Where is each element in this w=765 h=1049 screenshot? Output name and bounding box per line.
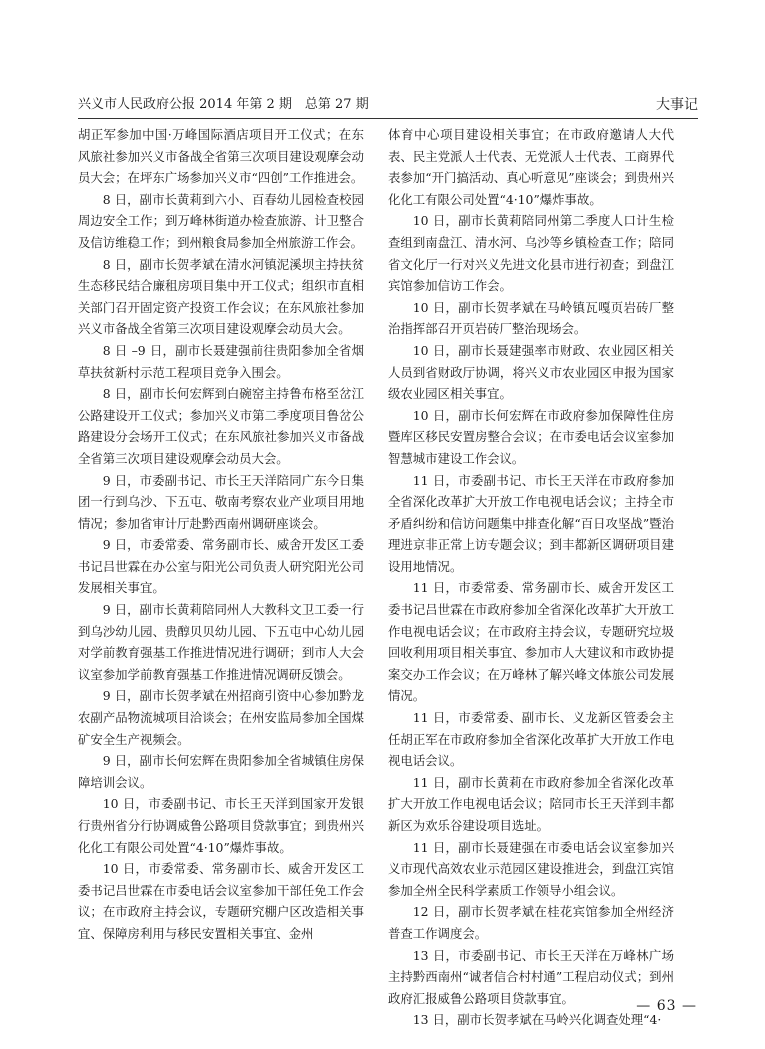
paragraph: 8 日 –9 日，副市长聂建强前往贵阳参加全省烟草扶贫新村示范工程项目竞争入围会。 [78,342,364,380]
paragraph: 11 日，市委副书记、市长王天洋在市政府参加全省深化改革扩大开放工作电视电话会议；主持全市矛盾纠纷和信访问题集中排查化解“百日攻坚战”暨治理进京非正常上访专题会议；到丰都新区调研项目建设用地情况。 [388,472,674,574]
paragraph: 13 日，副市长贺孝斌在马岭兴化调查处理“4· [412,1012,662,1028]
header-divider [78,118,698,119]
paragraph: 8 日，副市长何宏辉到白碗窑主持鲁布格至岔江公路建设开工仪式；参加兴义市第二季度项目鲁岔公路建设分会场开工仪式；在东风旅社参加兴义市备战全省第三次项目建设观摩会动员大会。 [78,386,364,466]
paragraph: 胡正军参加中国·万峰国际酒店项目开工仪式；在东风旅社参加兴义市备战全省第三次项目建设观摩会动员大会；在坪东广场参加兴义市“四创”工作推进会。 [78,127,364,186]
paragraph: 12 日，副市长贺孝斌在桂花宾馆参加全州经济普查工作调度会。 [388,904,674,941]
paragraph: 11 日，市委常委、常务副市长、威舍开发区工委书记吕世霖在市政府参加全省深化改革扩大开放工作电视电话会议；在市政府主持会议，专题研究垃圾回收利用项目相关事宜、参加市人大建议和市政协提案交办工作会议；在万峰林了解兴峰文体旅公司发展情况。 [388,580,674,704]
paragraph: 10 日，副市长何宏辉在市政府参加保障性住房暨库区移民安置房整合会议；在市委电话会议室参加智慧城市建设工作会议。 [388,407,674,466]
paragraph: 11 日，副市长聂建强在市委电话会议室参加兴义市现代高效农业示范园区建设推进会，到盘江宾馆参加全州全民科学素质工作领导小组会议。 [388,839,674,898]
paragraph: 9 日，市委副书记、市长王天洋陪同广东今日集团一行到乌沙、下五屯、敬南考察农业产业项目用地情况；参加省审计厅赴黔西南州调研座谈会。 [78,472,364,531]
paragraph: 10 日，副市长聂建强率市财政、农业园区相关人员到省财政厅协调，将兴义市农业园区申报为国家级农业园区相关事宜。 [388,342,674,402]
paragraph: 9 日，副市长何宏辉在贵阳参加全省城镇住房保障培训会议。 [78,753,364,790]
right-column [388,124,674,1031]
paragraph: 10 日，市委常委、常务副市长、威舍开发区工委书记吕世霖在市委电话会议室参加干部任免工作会议；在市政府主持会议，专题研究棚户区改造相关事宜、保障房利用与移民安置相关事宜、金州 [78,861,364,941]
page-number: — 63 — [636,998,697,1014]
paragraph: 10 日，市委副书记、市长王天洋到国家开发银行贵州省分行协调威鲁公路项目贷款事宜；到贵州兴化化工有限公司处置“4·10”爆炸事故。 [78,796,364,855]
paragraph: 11 日，市委常委、副市长、义龙新区管委会主任胡正军在市政府参加全省深化改革扩大开放工作电视电话会议。 [388,710,674,769]
left-column [78,124,364,945]
paragraph: 9 日，副市长黄莉陪同州人大教科文卫工委一行到乌沙幼儿园、贵醇贝贝幼儿园、下五屯中心幼儿园对学前教育强基工作推进情况进行调研；到市人大会议室参加学前教育强基工作推进情况调研反馈会。 [78,602,364,682]
page-header [78,93,698,117]
paragraph: 9 日，市委常委、常务副市长、威舍开发区工委书记吕世霖在办公室与阳光公司负责人研究阳光公司发展相关事宜。 [78,537,364,596]
paragraph: 13 日，市委副书记、市长王天洋在万峰林广场主持黔西南州“诚者信合村村通”工程启动仪式；到州政府汇报威鲁公路项目贷款事宜。 [388,947,674,1006]
publication-title: 兴义市人民政府公报 2014 年第 2 期 总第 27 期 [78,97,369,112]
paragraph: 10 日，副市长黄莉陪同州第二季度人口计生检查组到南盘江、清水河、乌沙等乡镇检查工作；陪同省文化厅一行对兴义先进文化县市进行初查；到盘江宾馆参加信访工作会。 [388,213,674,294]
paragraph: 8 日，副市长黄莉到六小、百春幼儿园检查校园周边安全工作；到万峰林街道办检查旅游、计卫整合及信访维稳工作；到州粮食局参加全州旅游工作会。 [78,191,364,250]
paragraph: 8 日，副市长贺孝斌在清水河镇泥溪坝主持扶贫生态移民结合廉租房项目集中开工仪式；组织市直相关部门召开固定资产投资工作会议；在东风旅社参加兴义市备战全省第三次项目建设观摩会动员大会。 [78,256,364,337]
paragraph: 体育中心项目建设相关事宜；在市政府邀请人大代表、民主党派人士代表、无党派人士代表、工商界代表参加“开门搞活动、真心听意见”座谈会；到贵州兴化化工有限公司处置“4·10”爆炸事故。 [388,127,674,207]
paragraph: 11 日，副市长黄莉在市政府参加全省深化改革扩大开放工作电视电话会议；陪同市长王天洋到丰都新区为欢乐谷建设项目选址。 [388,774,674,833]
paragraph: 10 日，副市长贺孝斌在马岭镇瓦嘎页岩砖厂整治指挥部召开页岩砖厂整治现场会。 [388,299,674,337]
paragraph: 9 日，副市长贺孝斌在州招商引资中心参加黔龙农副产品物流城项目洽谈会；在州安监局参加全国煤矿安全生产视频会。 [78,688,364,747]
section-title: 大事记 [656,97,698,113]
